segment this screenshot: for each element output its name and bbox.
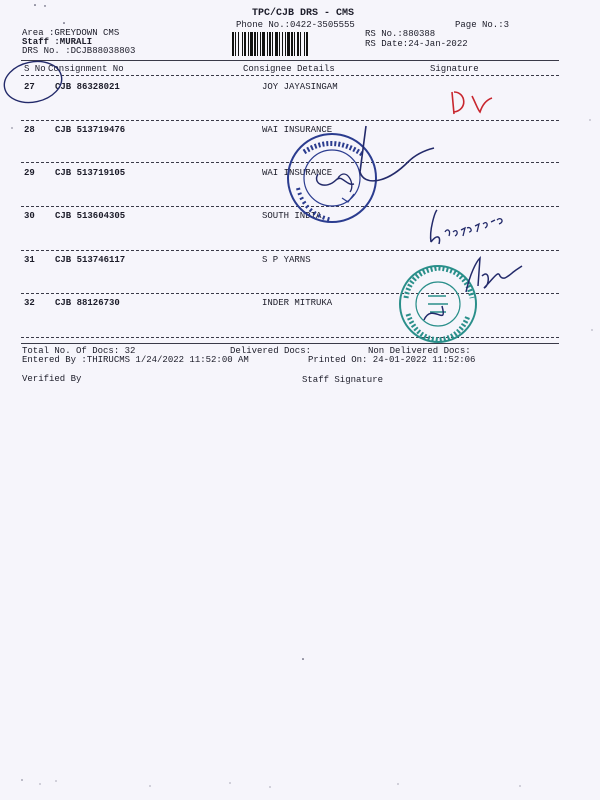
- col-signature: Signature: [430, 64, 479, 74]
- col-consignment: Consignment No: [48, 64, 124, 74]
- row-sno: 27: [24, 82, 35, 92]
- row-consignment: CJB 513746117: [55, 255, 126, 265]
- row-consignee: WAI INSURANCE: [262, 125, 333, 135]
- row-sno: 29: [24, 168, 35, 178]
- row-consignee: JOY JAYASINGAM: [262, 82, 338, 92]
- row-sno: 31: [24, 255, 35, 265]
- row-consignment: CJB 86328021: [55, 82, 120, 92]
- row-consignment: CJB 513719105: [55, 168, 126, 178]
- row-consignment: CJB 513719476: [55, 125, 126, 135]
- page-number: Page No.:3: [455, 20, 510, 30]
- staff-label: Staff :MURALI: [22, 37, 93, 47]
- row-sno: 28: [24, 125, 35, 135]
- area-label: Area :GREYDOWN CMS: [22, 28, 120, 38]
- row-consignee: SOUTH INDIA: [262, 211, 322, 221]
- rs-date: RS Date:24-Jan-2022: [365, 39, 468, 49]
- verified-by: Verified By: [22, 374, 82, 384]
- entered-by: Entered By :THIRUCMS 1/24/2022 11:52:00 AM: [22, 355, 249, 365]
- col-consignee: Consignee Details: [243, 64, 335, 74]
- non-delivered-docs: Non Delivered Docs:: [368, 346, 471, 356]
- row-consignment: CJB 513604305: [55, 211, 126, 221]
- col-sno: S No: [24, 64, 46, 74]
- row-consignee: WAI INSURANCE: [262, 168, 333, 178]
- total-docs: Total No. Of Docs: 32: [22, 346, 136, 356]
- staff-signature-label: Staff Signature: [302, 375, 384, 385]
- row-consignment: CJB 88126730: [55, 298, 120, 308]
- document-title: TPC/CJB DRS - CMS: [252, 8, 355, 19]
- row-sno: 30: [24, 211, 35, 221]
- printed-on: Printed On: 24-01-2022 11:52:06: [308, 355, 476, 365]
- delivered-docs: Delivered Docs:: [230, 346, 312, 356]
- drs-number: DRS No. :DCJB88038803: [22, 46, 136, 56]
- row-sno: 32: [24, 298, 35, 308]
- rs-number: RS No.:880388: [365, 29, 436, 39]
- row-consignee: S P YARNS: [262, 255, 311, 265]
- phone-number: Phone No.:0422-3505555: [236, 20, 355, 30]
- row-consignee: INDER MITRUKA: [262, 298, 333, 308]
